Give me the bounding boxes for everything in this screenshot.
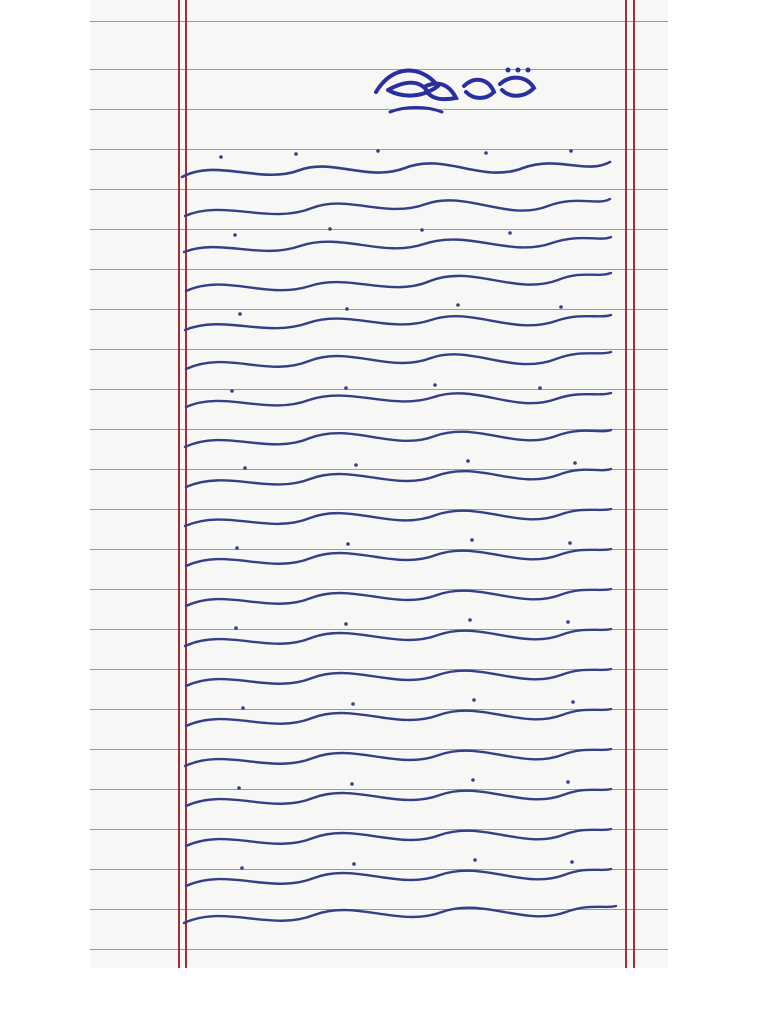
handwritten-urdu-notes (90, 0, 668, 968)
handwritten-diacritics (219, 149, 577, 870)
handwritten-body-lines (182, 162, 616, 923)
handwritten-title (376, 68, 534, 113)
notebook-sheet (90, 0, 668, 968)
